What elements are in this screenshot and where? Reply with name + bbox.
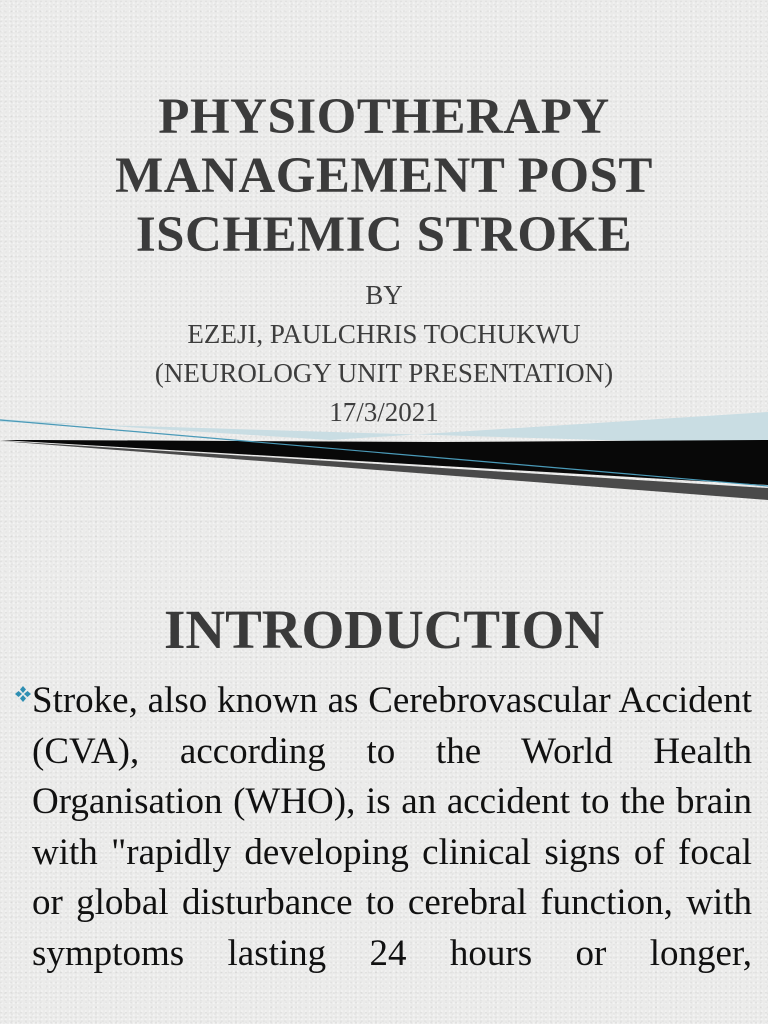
title-line-2: MANAGEMENT POST (115, 148, 653, 204)
title-line-1: PHYSIOTHERAPY (158, 89, 610, 145)
bullet-text: Stroke, also known as Cerebrovascular Accident (CVA), according to the World Health Organisation (WHO), is an accident to the brain with "rapidly developing clinical signs of focal or global disturbance to cerebral function, with symptoms lasting 24 hours or longer, (32, 680, 752, 974)
bullet-paragraph (32, 676, 752, 979)
by-label: BY (365, 280, 403, 310)
title-line-3: ISCHEMIC STROKE (135, 207, 633, 263)
title-block (0, 88, 768, 265)
introduction-heading: INTRODUCTION (163, 599, 605, 660)
decorative-swoosh (0, 400, 768, 530)
swoosh-dark-band (0, 440, 768, 485)
unit-label: (NEUROLOGY UNIT PRESENTATION) (154, 358, 614, 388)
presentation-title (0, 88, 768, 265)
swoosh-light-band (0, 412, 768, 445)
presentation-date: 17/3/2021 (329, 397, 439, 427)
introduction-slide (0, 576, 768, 1024)
four-diamond-bullet-icon (14, 685, 32, 703)
author-name: EZEJI, PAULCHRIS TOCHUKWU (187, 319, 581, 349)
